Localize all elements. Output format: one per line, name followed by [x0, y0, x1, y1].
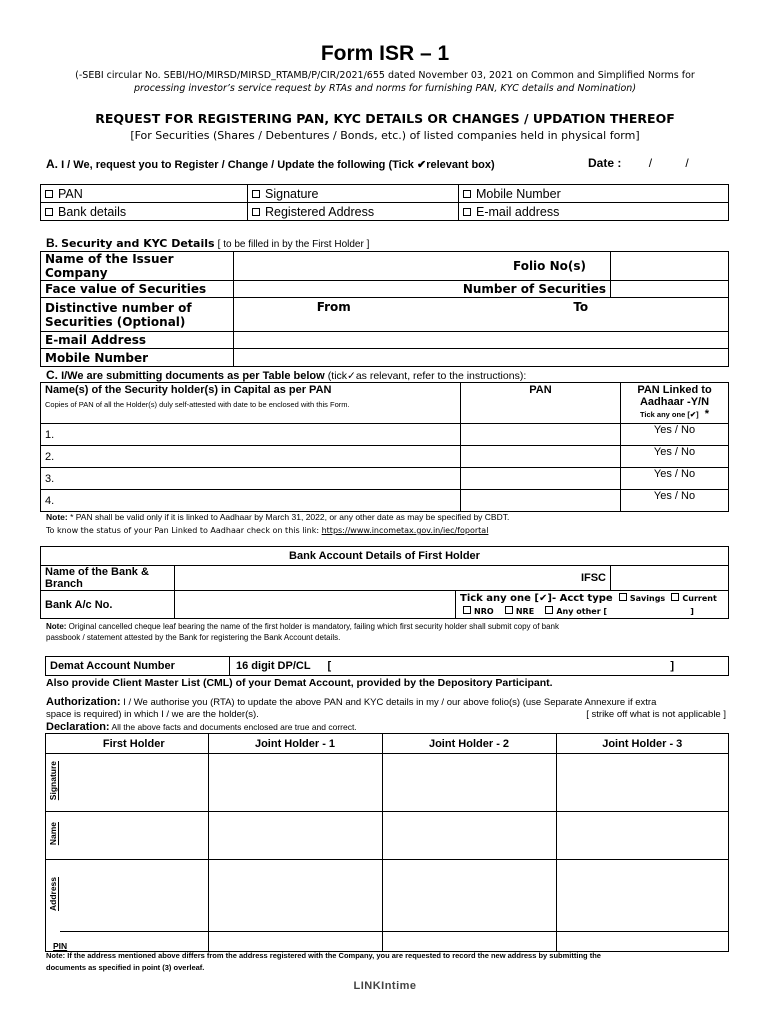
signature-cell[interactable] [556, 754, 729, 812]
option-label: Bank details [58, 204, 127, 219]
issuer-label: Name of the Issuer Company [41, 252, 234, 281]
joint-holder-2-header: Joint Holder - 2 [382, 734, 556, 754]
checkbox[interactable] [463, 208, 471, 216]
mobile-label: Mobile Number [41, 349, 234, 367]
email-label: E-mail Address [41, 332, 234, 349]
demat-label: Demat Account Number [46, 657, 230, 676]
logo-text: LINKIntime [353, 980, 417, 992]
yes-no-cell[interactable] [621, 468, 729, 490]
authorization-text: I / We authorise you (RTA) to update the above PAN and KYC details in my / our above folio(s) (use Separate Annexure if extra [120, 697, 657, 708]
savings-checkbox[interactable] [619, 593, 627, 601]
option-address[interactable] [248, 203, 459, 221]
holder-name-cell[interactable] [41, 490, 461, 512]
authorization-block [46, 696, 726, 734]
authorization-text: space is required) in which I / we are the holder(s). [46, 709, 259, 720]
pan-name-header [41, 383, 461, 424]
pan-cell[interactable] [461, 446, 621, 468]
from-field[interactable] [234, 298, 434, 332]
nro-checkbox[interactable] [463, 606, 471, 614]
holders-table [45, 733, 729, 952]
option-email[interactable] [459, 203, 729, 221]
ifsc-label-cell [456, 566, 611, 591]
nre-label: NRE [515, 606, 535, 616]
yes-no-cell[interactable] [621, 490, 729, 512]
name-cell[interactable] [60, 812, 208, 860]
section-b-heading [46, 236, 369, 250]
pan-note [46, 512, 509, 522]
kyc-details-table [40, 251, 729, 367]
mobile-field[interactable] [234, 349, 729, 367]
demat-field[interactable] [230, 657, 729, 676]
strike-note: [ strike off what is not applicable ] [586, 709, 726, 720]
checkbox[interactable] [252, 208, 260, 216]
bank-note [46, 621, 726, 643]
account-label: Bank A/c No. [41, 591, 175, 619]
yes-no-cell[interactable] [621, 424, 729, 446]
row-number: 2. [45, 450, 55, 463]
savings-label: Savings [629, 593, 666, 603]
current-checkbox[interactable] [671, 593, 679, 601]
pan-name-title: Name(s) of the Security holder(s) in Capital as per PAN [45, 384, 332, 396]
address-note [46, 950, 726, 974]
signature-cell[interactable] [60, 754, 208, 812]
yes-no-label: Yes / No [653, 424, 696, 436]
joint-holder-1-header: Joint Holder - 1 [208, 734, 382, 754]
distinctive-line: Distinctive number of [45, 300, 192, 315]
current-label: Current [682, 593, 717, 603]
date-field[interactable] [588, 156, 689, 170]
name-cell[interactable] [556, 812, 729, 860]
nro-label: NRO [474, 606, 494, 616]
section-b-note: [ to be filled in by the First Holder ] [217, 239, 370, 250]
distinctive-label [41, 298, 234, 332]
email-field[interactable] [234, 332, 729, 349]
option-label: Registered Address [265, 204, 375, 219]
address-cell[interactable] [382, 860, 556, 932]
bank-name-field[interactable] [175, 566, 456, 591]
subtitle-line: processing investor’s service request by RTAs and norms for furnishing PAN, KYC details and Nomination) [133, 83, 637, 94]
other-checkbox[interactable] [545, 606, 553, 614]
section-letter: B. [46, 236, 58, 250]
face-value-field[interactable] [234, 281, 611, 298]
pin-cell[interactable] [208, 932, 382, 952]
distinctive-line: Securities (Optional) [45, 314, 186, 329]
signature-label: Signature [48, 761, 58, 801]
date-separator: / [685, 156, 689, 170]
option-signature[interactable] [248, 185, 459, 203]
link-intime-logo [0, 980, 770, 992]
from-label: From [316, 300, 351, 314]
date-separator: / [648, 156, 653, 170]
ifsc-field[interactable] [611, 566, 729, 591]
pan-cell[interactable] [461, 424, 621, 446]
holder-name-cell[interactable] [41, 446, 461, 468]
section-letter: A. [46, 157, 58, 171]
declaration-label: Declaration: [46, 721, 110, 733]
form-title: Form ISR – 1 [320, 42, 450, 65]
row-number: 4. [45, 494, 55, 507]
yes-no-label: Yes / No [653, 446, 696, 458]
demat-table [45, 656, 729, 676]
bank-title: Bank Account Details of First Holder [41, 547, 729, 566]
pan-cell[interactable] [461, 468, 621, 490]
section-c-heading [46, 368, 526, 382]
aadhaar-header [621, 383, 729, 424]
form-subtitle [40, 69, 730, 95]
aadhaar-title: Aadhaar -Y/N [639, 396, 710, 408]
bracket-open: [ [327, 660, 332, 672]
option-label: E-mail address [476, 204, 560, 219]
ifsc-label: IFSC [580, 572, 606, 584]
note-text: passbook / statement attested by the Bank for registering the Bank Account details. [46, 633, 341, 642]
other-label: Any other [ [556, 606, 608, 616]
address-row-label [46, 860, 61, 932]
bank-name-line: Branch [45, 578, 83, 590]
note-text: * PAN shall be valid only if it is linked to Aadhaar by March 31, 2022, or any other date as may be specified by CBDT. [67, 512, 510, 522]
address-cell[interactable] [556, 860, 729, 932]
account-type-cell [456, 591, 729, 619]
nre-checkbox[interactable] [505, 606, 513, 614]
face-value-label: Face value of Securities [41, 281, 234, 298]
yes-no-cell[interactable] [621, 446, 729, 468]
pin-cell[interactable] [46, 932, 209, 952]
status-link[interactable]: https://www.incometax.gov.in/iec/foportal [321, 526, 489, 535]
note-text: Note: If the address mentioned above differs from the address registered with the Company, you are requested to record the new address by submitting the [46, 951, 601, 960]
pan-header: PAN [461, 383, 621, 424]
row-number: 1. [45, 428, 55, 441]
option-bank[interactable] [41, 203, 248, 221]
tick-hint: Tick any one [✔] [639, 410, 699, 419]
note-text: Original cancelled cheque leaf bearing the name of the first holder is mandatory, failing which first security holder shall submit copy of bank [66, 622, 560, 631]
section-a-heading [46, 157, 495, 171]
pan-cell[interactable] [461, 490, 621, 512]
signature-cell[interactable] [208, 754, 382, 812]
option-mobile[interactable] [459, 185, 729, 203]
folio-label: Folio No(s) [512, 259, 586, 273]
form-subheading: [For Securities (Shares / Debentures / Bonds, etc.) of listed companies held in physical form] [130, 129, 640, 142]
checkbox[interactable] [463, 190, 471, 198]
checkbox[interactable] [45, 208, 53, 216]
section-letter: C. [46, 368, 58, 382]
subtitle-line: (-SEBI circular No. SEBI/HO/MIRSD/MIRSD_RTAMB/P/CIR/2021/655 dated November 03, 2021 on Common and Simplified Norms for [75, 70, 695, 81]
checkbox[interactable] [252, 190, 260, 198]
section-b-title: Security and KYC Details [61, 237, 215, 250]
pan-table [40, 382, 729, 512]
address-label: Address [48, 877, 58, 912]
note-label: Note: [46, 512, 68, 522]
authorization-label: Authorization: [46, 696, 121, 708]
pan-status-line [46, 526, 488, 535]
holder-name-cell[interactable] [41, 424, 461, 446]
address-cell[interactable] [60, 860, 208, 932]
declaration-text: All the above facts and documents enclosed are true and correct. [109, 722, 357, 732]
name-cell[interactable] [208, 812, 382, 860]
bank-table [40, 546, 729, 619]
status-text: To know the status of your Pan Linked to Aadhaar check on this link: [46, 526, 322, 535]
update-options-table [40, 184, 729, 221]
dp-cl-label: 16 digit DP/CL [236, 660, 311, 672]
joint-holder-3-header: Joint Holder - 3 [556, 734, 729, 754]
checkbox[interactable] [45, 190, 53, 198]
star-mark: * [704, 408, 710, 420]
section-a-text: I / We, request you to Register / Change / Update the following (Tick ✔relevant box) [61, 159, 495, 171]
folio-field[interactable] [611, 252, 729, 281]
acct-type-label: Tick any one [✔]- Acct type [460, 592, 613, 604]
yes-no-label: Yes / No [653, 490, 696, 502]
pin-cell[interactable] [382, 932, 556, 952]
blank-header [46, 734, 61, 754]
name-label: Name [48, 822, 58, 846]
pin-cell[interactable] [556, 932, 729, 952]
name-row-label [46, 812, 61, 860]
name-cell[interactable] [382, 812, 556, 860]
option-label: Signature [265, 186, 319, 201]
address-cell[interactable] [208, 860, 382, 932]
to-label: To [573, 300, 589, 314]
bank-name-line: Name of the Bank & [45, 566, 149, 578]
other-bracket: ] [690, 606, 694, 616]
pin-label: PIN [53, 941, 68, 951]
bank-name-label [41, 566, 175, 591]
first-holder-header: First Holder [60, 734, 208, 754]
option-label: Mobile Number [476, 186, 561, 201]
pan-name-note: Copies of PAN of all the Holder(s) duly self-attested with date to be enclosed with this Form. [45, 400, 350, 409]
number-securities-field[interactable] [611, 281, 729, 298]
section-c-title: I/We are submitting documents as per Table below [61, 370, 325, 382]
row-number: 3. [45, 472, 55, 485]
issuer-field[interactable] [234, 252, 611, 281]
form-heading: REQUEST FOR REGISTERING PAN, KYC DETAILS OR CHANGES / UPDATION THEREOF [95, 111, 675, 126]
signature-cell[interactable] [382, 754, 556, 812]
cml-note: Also provide Client Master List (CML) of your Demat Account, provided by the Depository Participant. [46, 677, 553, 689]
option-label: PAN [58, 186, 83, 201]
aadhaar-title: PAN Linked to [637, 384, 712, 396]
note-label: Note: [46, 622, 67, 631]
date-label: Date : [588, 156, 622, 170]
number-securities-label: Number of Securities [462, 282, 606, 296]
option-pan[interactable] [41, 185, 248, 203]
holder-name-cell[interactable] [41, 468, 461, 490]
to-field[interactable] [434, 298, 729, 332]
section-c-suffix: (tick✓as relevant, refer to the instructions): [327, 370, 527, 382]
note-text: documents as specified in point (3) overleaf. [46, 963, 205, 972]
yes-no-label: Yes / No [653, 468, 696, 480]
account-field[interactable] [175, 591, 456, 619]
bracket-close: ] [670, 660, 674, 672]
signature-row-label [46, 754, 61, 812]
